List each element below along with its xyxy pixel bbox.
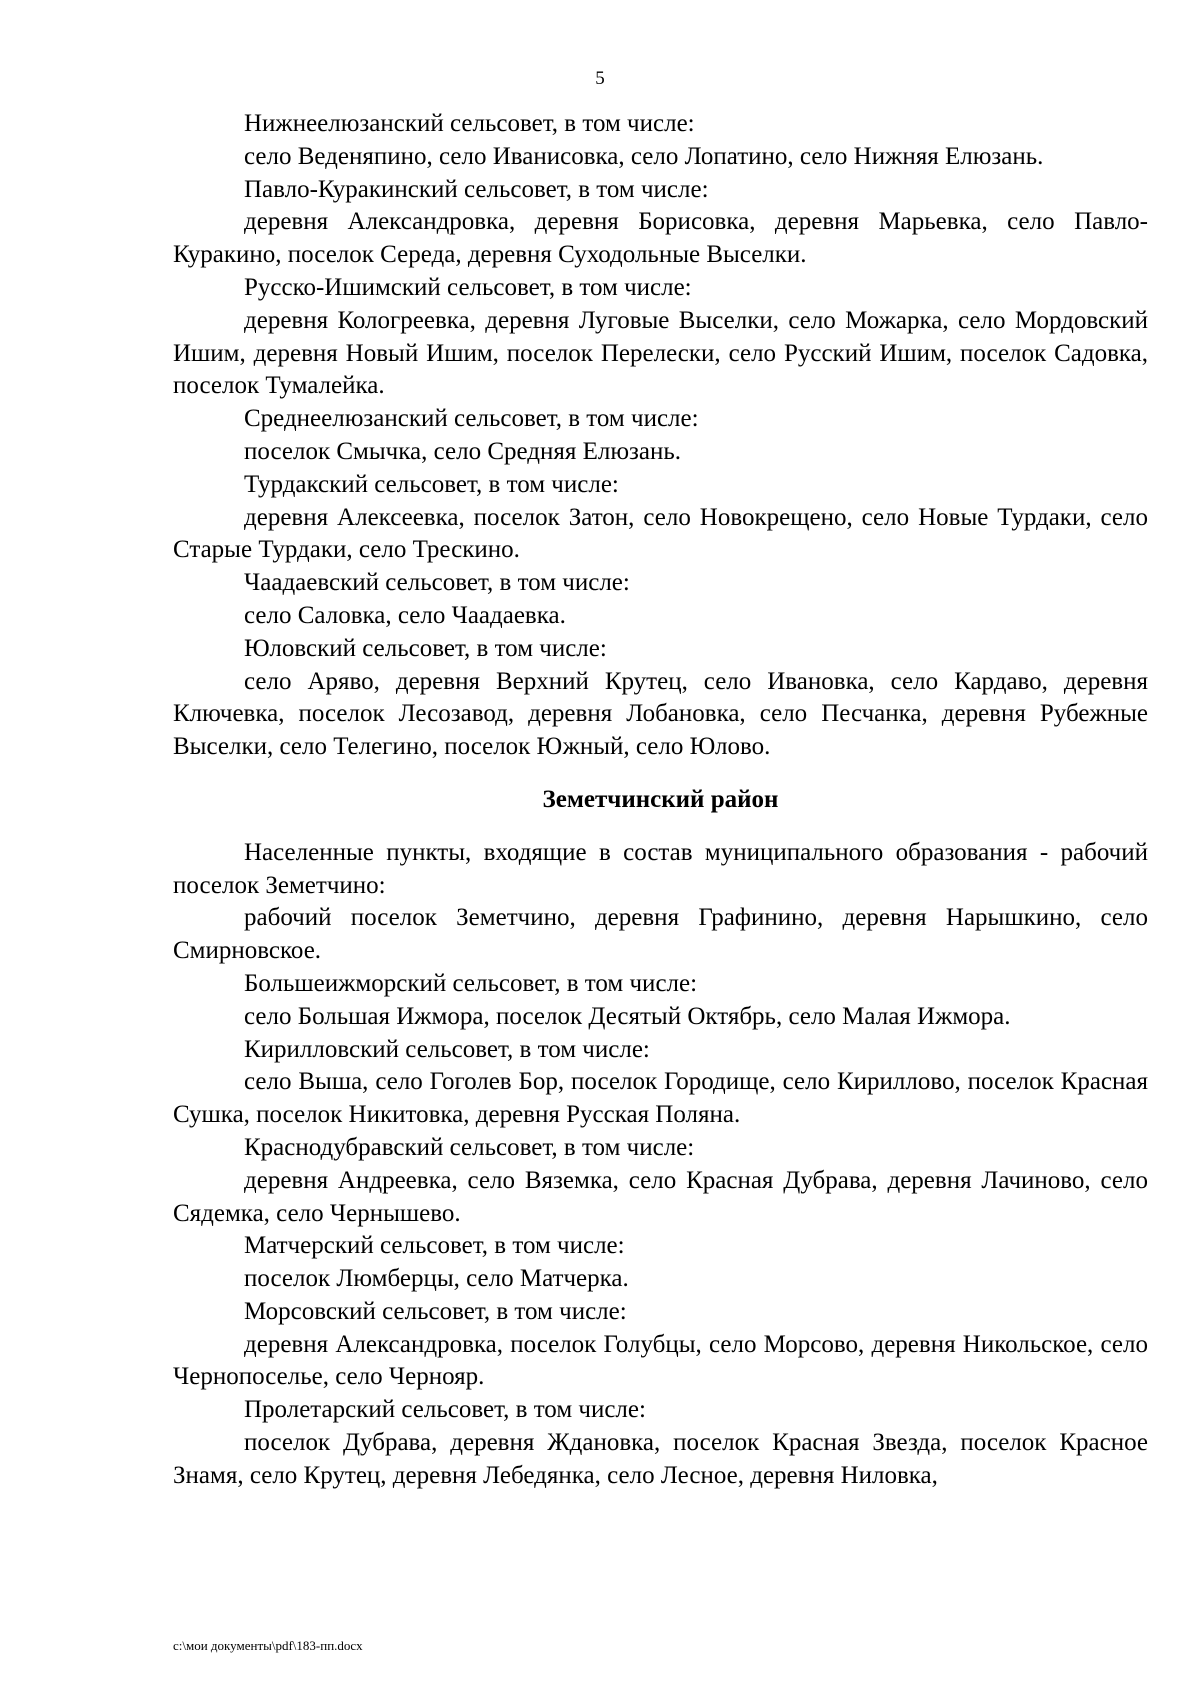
paragraph: Турдакский сельсовет, в том числе: bbox=[244, 470, 619, 498]
paragraph: поселок Смычка, село Средняя Елюзань. bbox=[244, 437, 682, 465]
paragraph: Кирилловский сельсовет, в том числе: bbox=[244, 1035, 650, 1063]
page-number: 5 bbox=[595, 68, 605, 89]
paragraph: Нижнеелюзанский сельсовет, в том числе: bbox=[244, 110, 695, 137]
paragraph: Юловский сельсовет, в том числе: bbox=[244, 634, 607, 662]
paragraph: деревня Андреевка, село Вяземка, село Красная Дубрава, деревня Лачиново, село Сядемка, село Чернышево. bbox=[173, 1166, 1148, 1227]
paragraph: Русско-Ишимский сельсовет, в том числе: bbox=[244, 273, 692, 301]
paragraph: Среднеелюзанский сельсовет, в том числе: bbox=[244, 405, 699, 433]
paragraph: Краснодубравский сельсовет, в том числе: bbox=[244, 1133, 695, 1161]
paragraph: Павло-Куракинский сельсовет, в том числе: bbox=[244, 175, 709, 203]
paragraph: деревня Кологреевка, деревня Луговые Выселки, село Можарка, село Мордовский Ишим, деревня Новый Ишим, поселок Перелески, село Русский Ишим, поселок Садовка, поселок Тумалейка. bbox=[173, 306, 1148, 400]
paragraph: поселок Дубрава, деревня Ждановка, поселок Красная Звезда, поселок Красное Знамя, село Крутец, деревня Лебедянка, село Лесное, деревня Ниловка, bbox=[173, 1429, 1148, 1489]
document-body bbox=[173, 108, 1148, 1493]
paragraph: Матчерский сельсовет, в том числе: bbox=[244, 1232, 625, 1260]
paragraph: село Большая Ижмора, поселок Десятый Октябрь, село Малая Ижмора. bbox=[244, 1002, 1011, 1030]
paragraph: Большеижморский сельсовет, в том числе: bbox=[244, 969, 698, 997]
paragraph: деревня Алексеевка, поселок Затон, село Новокрещено, село Новые Турдаки, село Старые Турдаки, село Трескино. bbox=[173, 503, 1148, 564]
paragraph: деревня Александровка, деревня Борисовка, деревня Марьевка, село Павло-Куракино, поселок Середа, деревня Суходольные Выселки. bbox=[173, 208, 1148, 269]
paragraph: Населенные пункты, входящие в состав муниципального образования - рабочий поселок Земетчино: bbox=[173, 838, 1148, 899]
footer-file-path: c:\мои документы\pdf\183-пп.docx bbox=[173, 1638, 363, 1653]
paragraph: Морсовский сельсовет, в том числе: bbox=[244, 1297, 627, 1325]
paragraph: Пролетарский сельсовет, в том числе: bbox=[244, 1396, 646, 1424]
paragraph: поселок Люмберцы, село Матчерка. bbox=[244, 1265, 629, 1293]
paragraph: деревня Александровка, поселок Голубцы, село Морсово, деревня Никольское, село Чернопоселье, село Чернояр. bbox=[173, 1330, 1148, 1391]
paragraph: Чаадаевский сельсовет, в том числе: bbox=[244, 569, 630, 597]
paragraph: село Веденяпино, село Иванисовка, село Лопатино, село Нижняя Елюзань. bbox=[244, 142, 1044, 170]
section-heading: Земетчинский район bbox=[542, 785, 779, 813]
paragraph: рабочий поселок Земетчино, деревня Графинино, деревня Нарышкино, село Смирновское. bbox=[173, 904, 1148, 965]
paragraph: село Аряво, деревня Верхний Крутец, село Ивановка, село Кардаво, деревня Ключевка, поселок Лесозавод, деревня Лобановка, село Песчанка, деревня Рубежные Выселки, село Телегино, поселок Южный, село Юлово. bbox=[173, 667, 1148, 761]
paragraph: село Выша, село Гоголев Бор, поселок Городище, село Кириллово, поселок Красная Сушка, поселок Никитовка, деревня Русская Поляна. bbox=[173, 1068, 1148, 1129]
paragraph: село Саловка, село Чаадаевка. bbox=[244, 601, 566, 629]
